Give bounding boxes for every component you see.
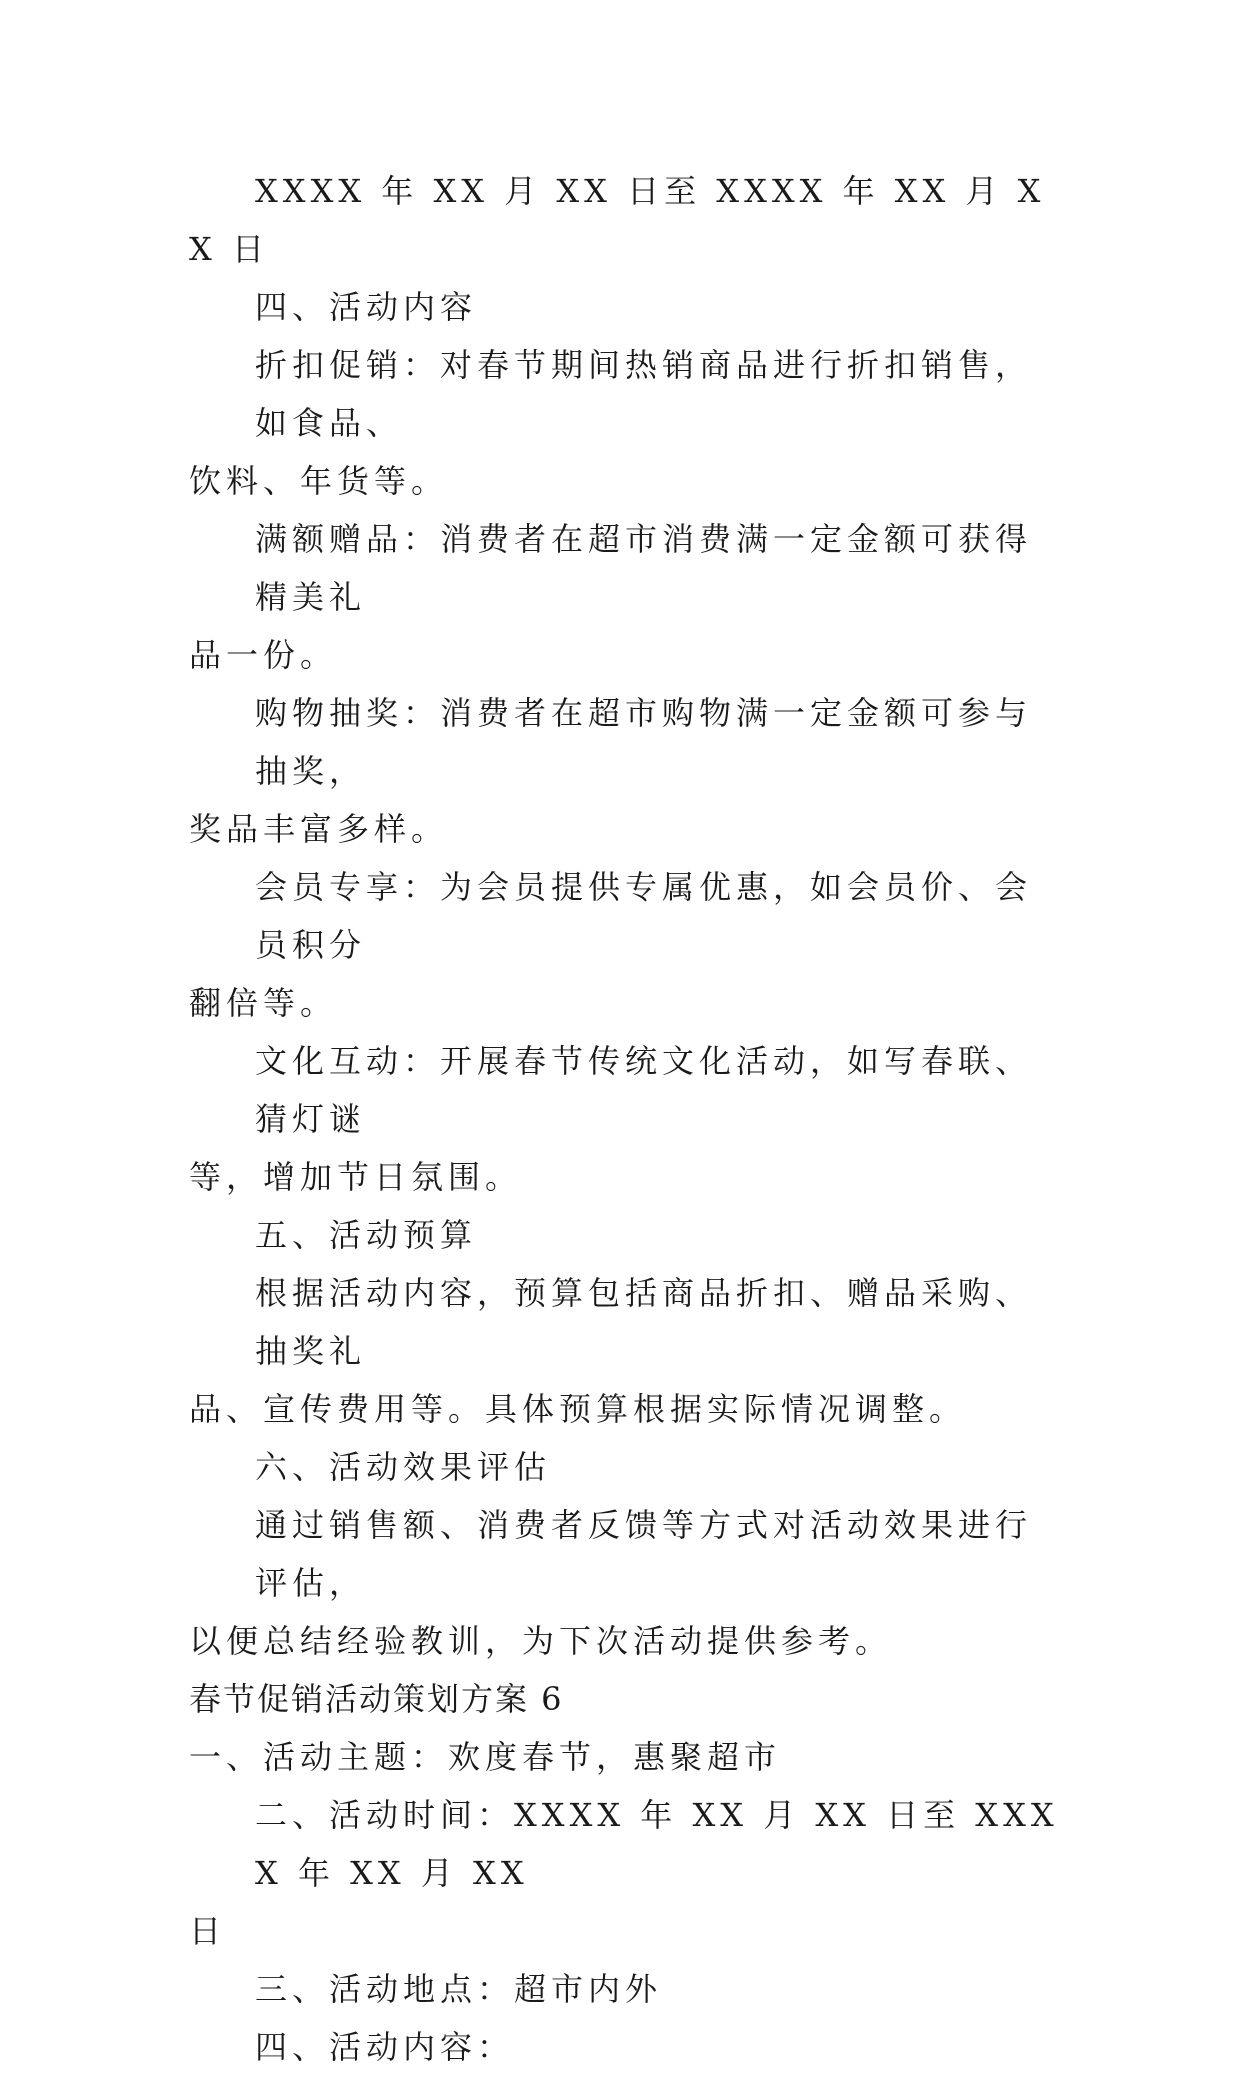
section-heading-activity-content-2 [189,2018,1059,2076]
text-line: 根据活动内容，预算包括商品折扣、赠品采购、抽奖礼 [255,1274,1033,1370]
text-line: 三、活动地点：超市内外 [255,1970,663,2008]
member-paragraph [189,858,1059,1032]
text-line: 满额赠品：消费者在超市消费满一定金额可获得精美礼 [255,520,1033,616]
section-heading-budget [189,1206,1059,1264]
text-line: 会员专享：为会员提供专属优惠，如会员价、会员积分 [255,868,1033,964]
section-heading-evaluation [189,1438,1059,1496]
document-body [189,162,1059,2076]
budget-paragraph [189,1264,1059,1438]
text-line: 一、活动主题：欢度春节，惠聚超市 [189,1738,782,1776]
text-line: 品一份。 [189,636,338,674]
text-line: 翻倍等。 [189,984,338,1022]
date-range-paragraph [189,162,1059,278]
text-line: 二、活动时间：XXXX 年 XX 月 XX 日至 XXXX 年 XX 月 XX [255,1796,1059,1892]
text-line: 日 [189,1912,227,1950]
theme-paragraph [189,1728,1059,1786]
lottery-paragraph [189,684,1059,858]
location-paragraph [189,1960,1059,2018]
culture-paragraph [189,1032,1059,1206]
text-line: 奖品丰富多样。 [189,810,449,848]
text-line: 折扣促销：对春节期间热销商品进行折扣销售，如食品、 [255,346,1033,442]
text-line: 五、活动预算 [255,1216,478,1254]
text-line: 通过销售额、消费者反馈等方式对活动效果进行评估， [255,1506,1033,1602]
discount-promotion-paragraph [189,336,1059,510]
text-line: 购物抽奖：消费者在超市购物满一定金额可参与抽奖， [255,694,1033,790]
text-line: XXXX 年 XX 月 XX 日至 XXXX 年 XX 月 XX 日 [189,172,1046,268]
plan-title [189,1670,1059,1728]
text-line: 四、活动内容 [255,288,478,326]
text-line: 四、活动内容： [255,2028,515,2066]
evaluation-paragraph [189,1496,1059,1670]
text-line: 品、宣传费用等。具体预算根据实际情况调整。 [189,1390,967,1428]
text-line: 等，增加节日氛围。 [189,1158,523,1196]
gift-paragraph [189,510,1059,684]
text-line: 以便总结经验教训，为下次活动提供参考。 [189,1622,893,1660]
section-heading-activity-content [189,278,1059,336]
time-paragraph [189,1786,1059,1960]
text-line: 文化互动：开展春节传统文化活动，如写春联、猜灯谜 [255,1042,1033,1138]
text-line: 六、活动效果评估 [255,1448,552,1486]
text-line: 饮料、年货等。 [189,462,449,500]
text-line: 春节促销活动策划方案 6 [189,1680,564,1718]
